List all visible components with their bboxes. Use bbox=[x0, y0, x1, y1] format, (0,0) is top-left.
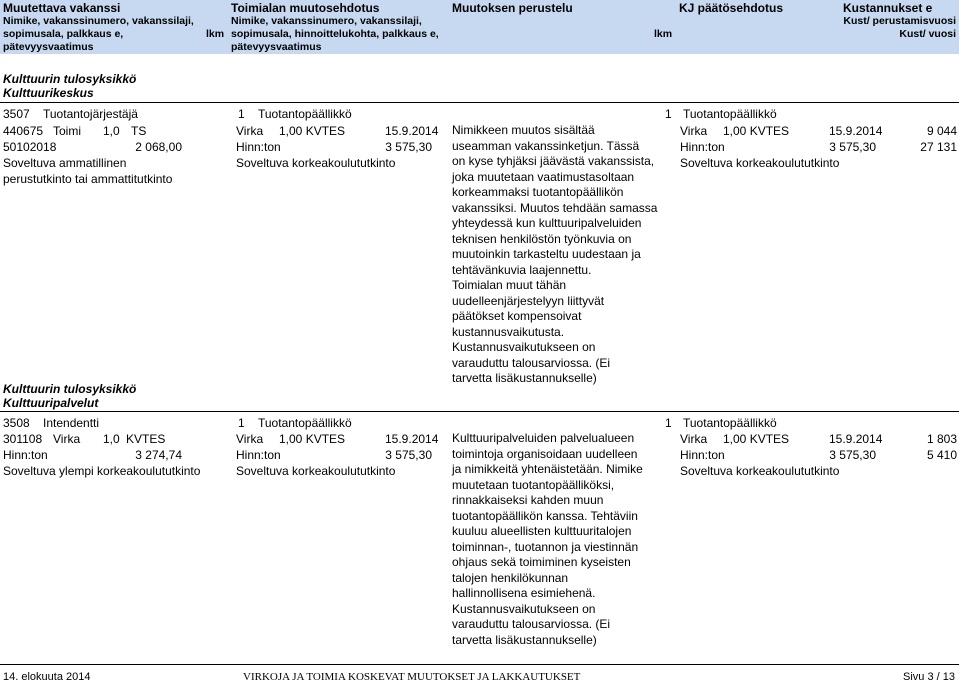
col-header-current: Muutettava vakanssi bbox=[3, 1, 121, 15]
kj-pay-label: Hinn:ton bbox=[680, 140, 725, 154]
kj-title: Tuotantopäällikkö bbox=[683, 416, 777, 430]
page-number: Sivu 3 / 13 bbox=[903, 671, 955, 683]
col-header-current-sub1: Nimike, vakanssinumero, vakanssilaji, bbox=[3, 15, 194, 27]
cost-per-year: 27 131 bbox=[920, 140, 957, 154]
proposal-salary: 3 575,30 bbox=[385, 448, 432, 462]
kj-title: Tuotantopäällikkö bbox=[683, 107, 777, 121]
kj-type: Virka bbox=[680, 124, 708, 138]
col-header-lkm-2: lkm bbox=[654, 28, 673, 40]
vacancy-pay-code: 50102018 bbox=[3, 140, 57, 154]
subunit-name: Kulttuuripalvelut bbox=[3, 396, 99, 410]
unit-name: Kulttuurin tulosyksikkö bbox=[3, 382, 137, 396]
section-divider bbox=[0, 411, 959, 412]
vacancy-pay-label: Hinn:ton bbox=[3, 448, 48, 462]
vacancy-type: Toimi bbox=[53, 124, 82, 138]
vacancy-salary: 3 274,74 bbox=[135, 448, 182, 462]
proposal-salary: 3 575,30 bbox=[385, 140, 432, 154]
kj-qualification: Soveltuva korkeakoulututkinto bbox=[680, 464, 840, 478]
col-header-current-sub2: sopimusala, palkkaus e, bbox=[3, 28, 124, 40]
col-header-proposal: Toimialan muutosehdotus bbox=[231, 1, 380, 15]
kj-agreement: 1,00 KVTES bbox=[723, 432, 790, 446]
col-header-reason: Muutoksen perustelu bbox=[452, 1, 573, 15]
cost-first-year: 9 044 bbox=[926, 124, 957, 138]
footer-divider bbox=[0, 664, 959, 665]
kj-date: 15.9.2014 bbox=[829, 124, 883, 138]
vacancy-qualification: Soveltuva ylempi korkeakoulututkinto bbox=[3, 464, 201, 478]
proposal-title: Tuotantopäällikkö bbox=[258, 416, 352, 430]
vacancy-agreement: TS bbox=[131, 124, 147, 138]
proposal-count: 1 bbox=[238, 107, 245, 121]
change-reason: Nimikkeen muutos sisältää useamman vakanssinketjun. Tässä on kyse tyhjäksi jäävästä vakanssista, joka muutetaan vaatimustasoltaan korkeammaksi tuotantopäällikön vakanssiksi. Muutos tehdään samassa yhteydessä kun kulttuuripalveluiden teknisen henkilöstön työnkuvia on muutoinkin tarkasteltu uudestaan ja tehtävänkuvia laajennettu. Toimialan muut tähän uudelleenjärjestelyyn liittyvät päätökset kompensoivat kustannusvaikutusta. Kustannusvaikutukseen on varauduttu talousarviossa. (Ei tarvetta lisäkustannukselle) bbox=[452, 123, 658, 385]
subunit-name: Kulttuurikeskus bbox=[3, 86, 94, 100]
vacancy-qualification: Soveltuva ammatillinen bbox=[3, 156, 127, 170]
vacancy-count: 1,0 bbox=[103, 124, 120, 138]
kj-salary: 3 575,30 bbox=[829, 448, 876, 462]
proposal-type: Virka bbox=[236, 432, 264, 446]
vacancy-number: 301108 bbox=[3, 432, 43, 446]
vacancy-title: Tuotantojärjestäjä bbox=[43, 107, 138, 121]
kj-agreement: 1,00 KVTES bbox=[723, 124, 790, 138]
col-header-proposal-sub3: pätevyysvaatimus bbox=[231, 41, 322, 53]
kj-count: 1 bbox=[665, 107, 672, 121]
proposal-agreement: 1,00 KVTES bbox=[279, 432, 346, 446]
change-reason: Kulttuuripalveluiden palvelualueen toimintoja organisoidaan uudelleen ja nimikkeitä yhtenäistetään. Nimike muutetaan tuotantopäälliköksi, rinnakkaiseksi kahden muun tuotantopäällikön kanssa. Tehtäviin kuuluu alueellisten kulttuuritalojen toiminnan-, tuotannon ja viestinnän ohjaus sekä toimiminen kyseisten talojen henkilökunnan hallinnollisena esimiehenä. Kustannusvaikutukseen on varauduttu talousarviossa. (Ei tarvetta lisäkustannukselle) bbox=[452, 431, 643, 647]
col-header-cost-per-year: Kust/ vuosi bbox=[899, 28, 956, 40]
cost-first-year: 1 803 bbox=[926, 432, 957, 446]
kj-salary: 3 575,30 bbox=[829, 140, 876, 154]
col-header-current-sub3: pätevyysvaatimus bbox=[3, 41, 94, 53]
cost-per-year: 5 410 bbox=[926, 448, 957, 462]
vacancy-count: 1,0 bbox=[103, 432, 120, 446]
kj-count: 1 bbox=[665, 416, 672, 430]
vacancy-row-number: 3507 bbox=[3, 107, 30, 121]
vacancy-title: Intendentti bbox=[43, 416, 100, 430]
unit-name: Kulttuurin tulosyksikkö bbox=[3, 72, 137, 86]
vacancy-agreement: KVTES bbox=[126, 432, 166, 446]
proposal-pay-label: Hinn:ton bbox=[236, 448, 281, 462]
vacancy-row-number: 3508 bbox=[3, 416, 30, 430]
proposal-qualification: Soveltuva korkeakoulututkinto bbox=[236, 464, 396, 478]
vacancy-number: 440675 bbox=[3, 124, 44, 138]
col-header-kj: KJ päätösehdotus bbox=[679, 1, 784, 15]
col-header-lkm-1: lkm bbox=[206, 28, 225, 40]
kj-pay-label: Hinn:ton bbox=[680, 448, 725, 462]
proposal-title: Tuotantopäällikkö bbox=[258, 107, 352, 121]
kj-date: 15.9.2014 bbox=[829, 432, 883, 446]
kj-type: Virka bbox=[680, 432, 708, 446]
footer-title: VIRKOJA JA TOIMIA KOSKEVAT MUUTOKSET JA LAKKAUTUKSET bbox=[243, 671, 581, 683]
proposal-qualification: Soveltuva korkeakoulututkinto bbox=[236, 156, 396, 170]
proposal-pay-label: Hinn:ton bbox=[236, 140, 281, 154]
vacancy-salary: 2 068,00 bbox=[135, 140, 182, 154]
footer-date: 14. elokuuta 2014 bbox=[3, 671, 91, 683]
kj-qualification: Soveltuva korkeakoulututkinto bbox=[680, 156, 840, 170]
section-divider bbox=[0, 102, 959, 103]
col-header-proposal-sub2: sopimusala, hinnoittelukohta, palkkaus e, bbox=[231, 28, 439, 40]
vacancy-type: Virka bbox=[53, 432, 81, 446]
col-header-cost-first-year: Kust/ perustamisvuosi bbox=[843, 15, 956, 27]
col-header-costs: Kustannukset e bbox=[843, 1, 933, 15]
proposal-count: 1 bbox=[238, 416, 245, 430]
proposal-date: 15.9.2014 bbox=[385, 124, 439, 138]
proposal-agreement: 1,00 KVTES bbox=[279, 124, 346, 138]
proposal-date: 15.9.2014 bbox=[385, 432, 439, 446]
vacancy-qualification-2: perustutkinto tai ammattitutkinto bbox=[3, 172, 173, 186]
proposal-type: Virka bbox=[236, 124, 264, 138]
col-header-proposal-sub1: Nimike, vakanssinumero, vakanssilaji, bbox=[231, 15, 422, 27]
